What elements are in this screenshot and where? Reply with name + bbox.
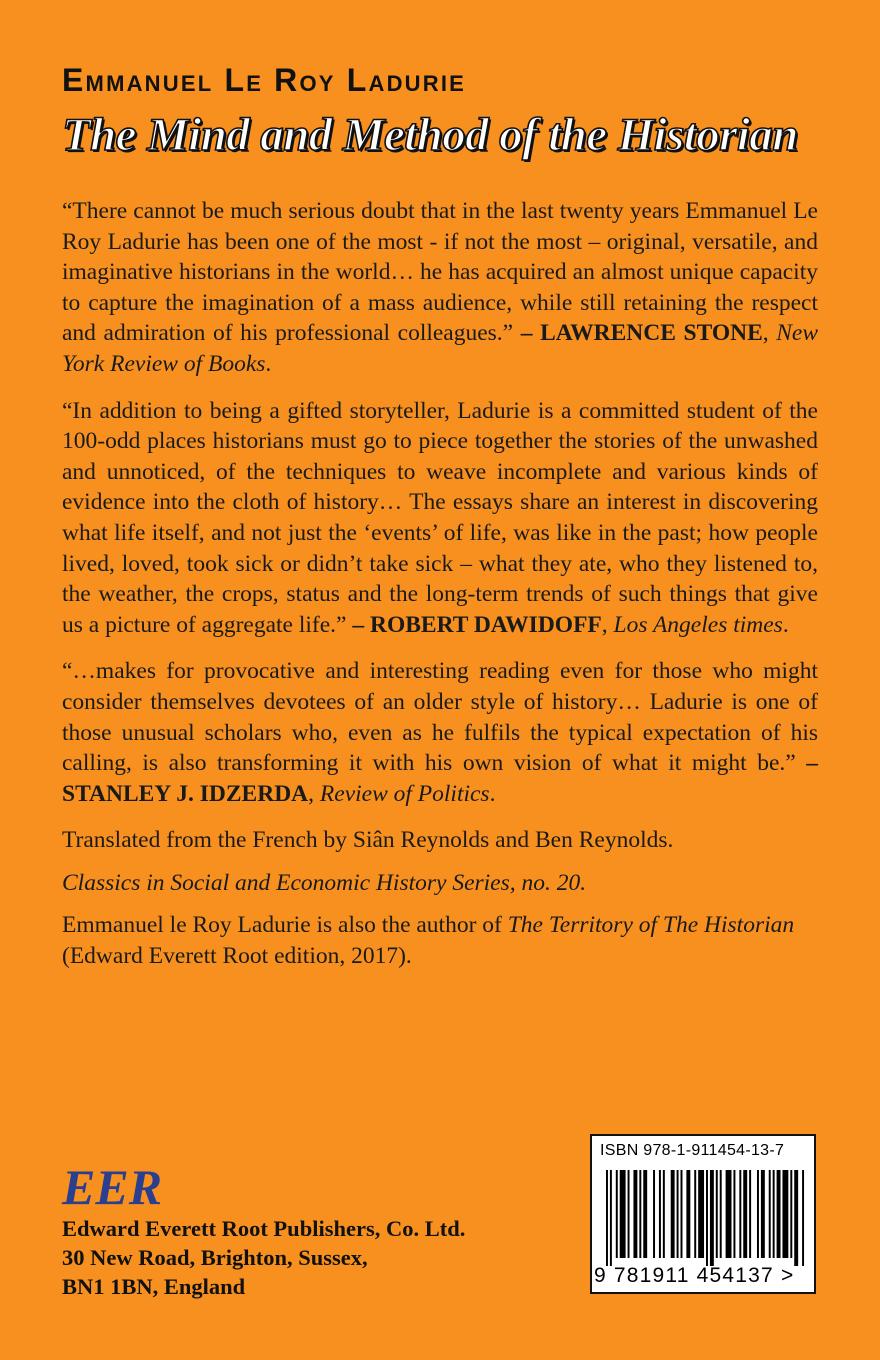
barcode-bar [686,1170,690,1258]
barcode-bar [610,1170,612,1266]
barcode-bar [749,1170,751,1258]
barcode-bar [777,1170,781,1258]
series-note: Classics in Social and Economic History Series, no. 20. [62,869,587,896]
quote-2-source: Los Angeles times [613,611,783,638]
barcode-bar [628,1170,630,1258]
quote-2-attribution: – ROBERT DAWIDOFF [352,611,602,638]
quote-1-source: New York Review of Books [62,320,819,377]
barcode-bar [757,1170,759,1258]
barcode-bar [659,1170,661,1258]
barcode-bar [671,1170,675,1258]
isbn-label: ISBN 978-1-911454-13-7 [600,1142,785,1159]
also-by-note: Emmanuel le Roy Ladurie is also the author of The Territory of The Historian (Edward Everett Root edition, 2017). [62,912,795,970]
barcode-bar [620,1170,626,1258]
barcode-bar [639,1170,641,1258]
publisher-name: Edward Everett Root Publishers, Co. Ltd. [62,1216,466,1241]
isbn-barcode [590,1134,816,1294]
quote-3-text: “…makes for provocative and interesting reading even for those who might consider themselves devotees of an older style of history… Ladurie is one of those unusual scholars who, even as he fulfils the typical expectation of his calling, is also transforming it with his own vision of what it might be.” [62,658,818,777]
barcode-digits: 9 781911 454137 > [594,1264,795,1287]
barcode-bar [790,1170,792,1258]
barcode-bar [633,1170,637,1258]
quote-2-text: “In addition to being a gifted storyteller, Ladurie is a committed student of the 100-odd places historians must go to piece together the stories of the unwashed and unnoticed, of the techniques to weave incomplete and various kinds of evidence into the cloth of history… The essays share an interest in discovering what life itself, and not just the ‘events’ of life, was like in the past; how people lived, loved, took sick or didn’t take sick – what they ate, who they listened to, the weather, the crops, status and the long-term trends of such things that give us a picture of aggregate life.” [62,397,818,638]
barcode-bar [726,1170,732,1258]
publisher-address-line2: BN1 1BN, England [62,1274,246,1299]
quote-3-attribution: – STANLEY J. IDZERDA [62,750,819,807]
author-name: Emmanuel Le Roy Ladurie [62,62,467,98]
barcode-bar [706,1170,708,1266]
quote-3: “…makes for provocative and interesting reading even for those who might consider themselves devotees of an older style of history… Ladurie is one of those unusual scholars who, even as he fulfils the typical expectation of his calling, is also transforming it with his own vision of what it might be.” – STANLEY J. IDZERDA, Review of Politics. [62,658,819,807]
quote-1-attribution: – LAWRENCE STONE [520,320,763,347]
barcode-bar [720,1170,722,1258]
barcode-bar [739,1170,741,1258]
barcode-bar [733,1170,735,1258]
barcode-bar [653,1170,655,1258]
publisher-address-line1: 30 New Road, Brighton, Sussex, [62,1245,368,1270]
barcode-bar [606,1170,608,1266]
barcode-bar [616,1170,618,1258]
barcode-bar [677,1170,679,1258]
barcode-bar [773,1170,775,1258]
book-title: The Mind and Method of the Historian [62,109,798,161]
quote-1-text: “There cannot be much serious doubt that in the last twenty years Emmanuel Le Roy Ladurie has been one of the most - if not the most – original, versatile, and imaginative historians in the world… he has acquired an almost unique capacity to capture the imagination of a mass audience, while still retaining the respect and admiration of his professional colleagues.” [62,198,818,347]
quote-1: “There cannot be much serious doubt that in the last twenty years Emmanuel Le Roy Ladurie has been one of the most - if not the most – original, versatile, and imaginative historians in the world… he has acquired an almost unique capacity to capture the imagination of a mass audience, while still retaining the respect and admiration of his professional colleagues.” – LAWRENCE STONE, New York Review of Books. [62,198,819,377]
barcode-bar [643,1170,647,1258]
blurb-section [62,196,818,988]
publisher-block [62,1159,542,1301]
barcode-bars [606,1170,806,1266]
barcode-bar [681,1170,683,1258]
translation-note: Translated from the French by Siân Reynolds and Ben Reynolds. [62,827,674,854]
barcode-bar [716,1170,718,1258]
barcode-bar [743,1170,747,1258]
barcode-bar [710,1170,714,1266]
barcode-bar [794,1170,798,1266]
barcode-bar [761,1170,765,1258]
quote-2: “In addition to being a gifted storyteller, Ladurie is a committed student of the 100-odd places historians must go to piece together the stories of the unwashed and unnoticed, of the techniques to weave incomplete and various kinds of evidence into the cloth of history… The essays share an interest in discovering what life itself, and not just the ‘events’ of life, was like in the past; how people lived, loved, took sick or didn’t take sick – what they ate, who they listened to, the weather, the crops, status and the long-term trends of such things that give us a picture of aggregate life.” – ROBERT DAWIDOFF, Los Angeles times. [62,397,818,638]
barcode-bar [769,1170,771,1258]
barcode-bar [694,1170,696,1258]
barcode-bar [698,1170,704,1258]
quote-3-source: Review of Politics [319,780,490,807]
barcode-bar [782,1170,788,1258]
also-by-book-title: The Territory of The Historian [507,912,795,939]
barcode-bar [802,1170,804,1266]
publisher-logo: EER [62,1159,163,1215]
barcode-bar [663,1170,665,1258]
